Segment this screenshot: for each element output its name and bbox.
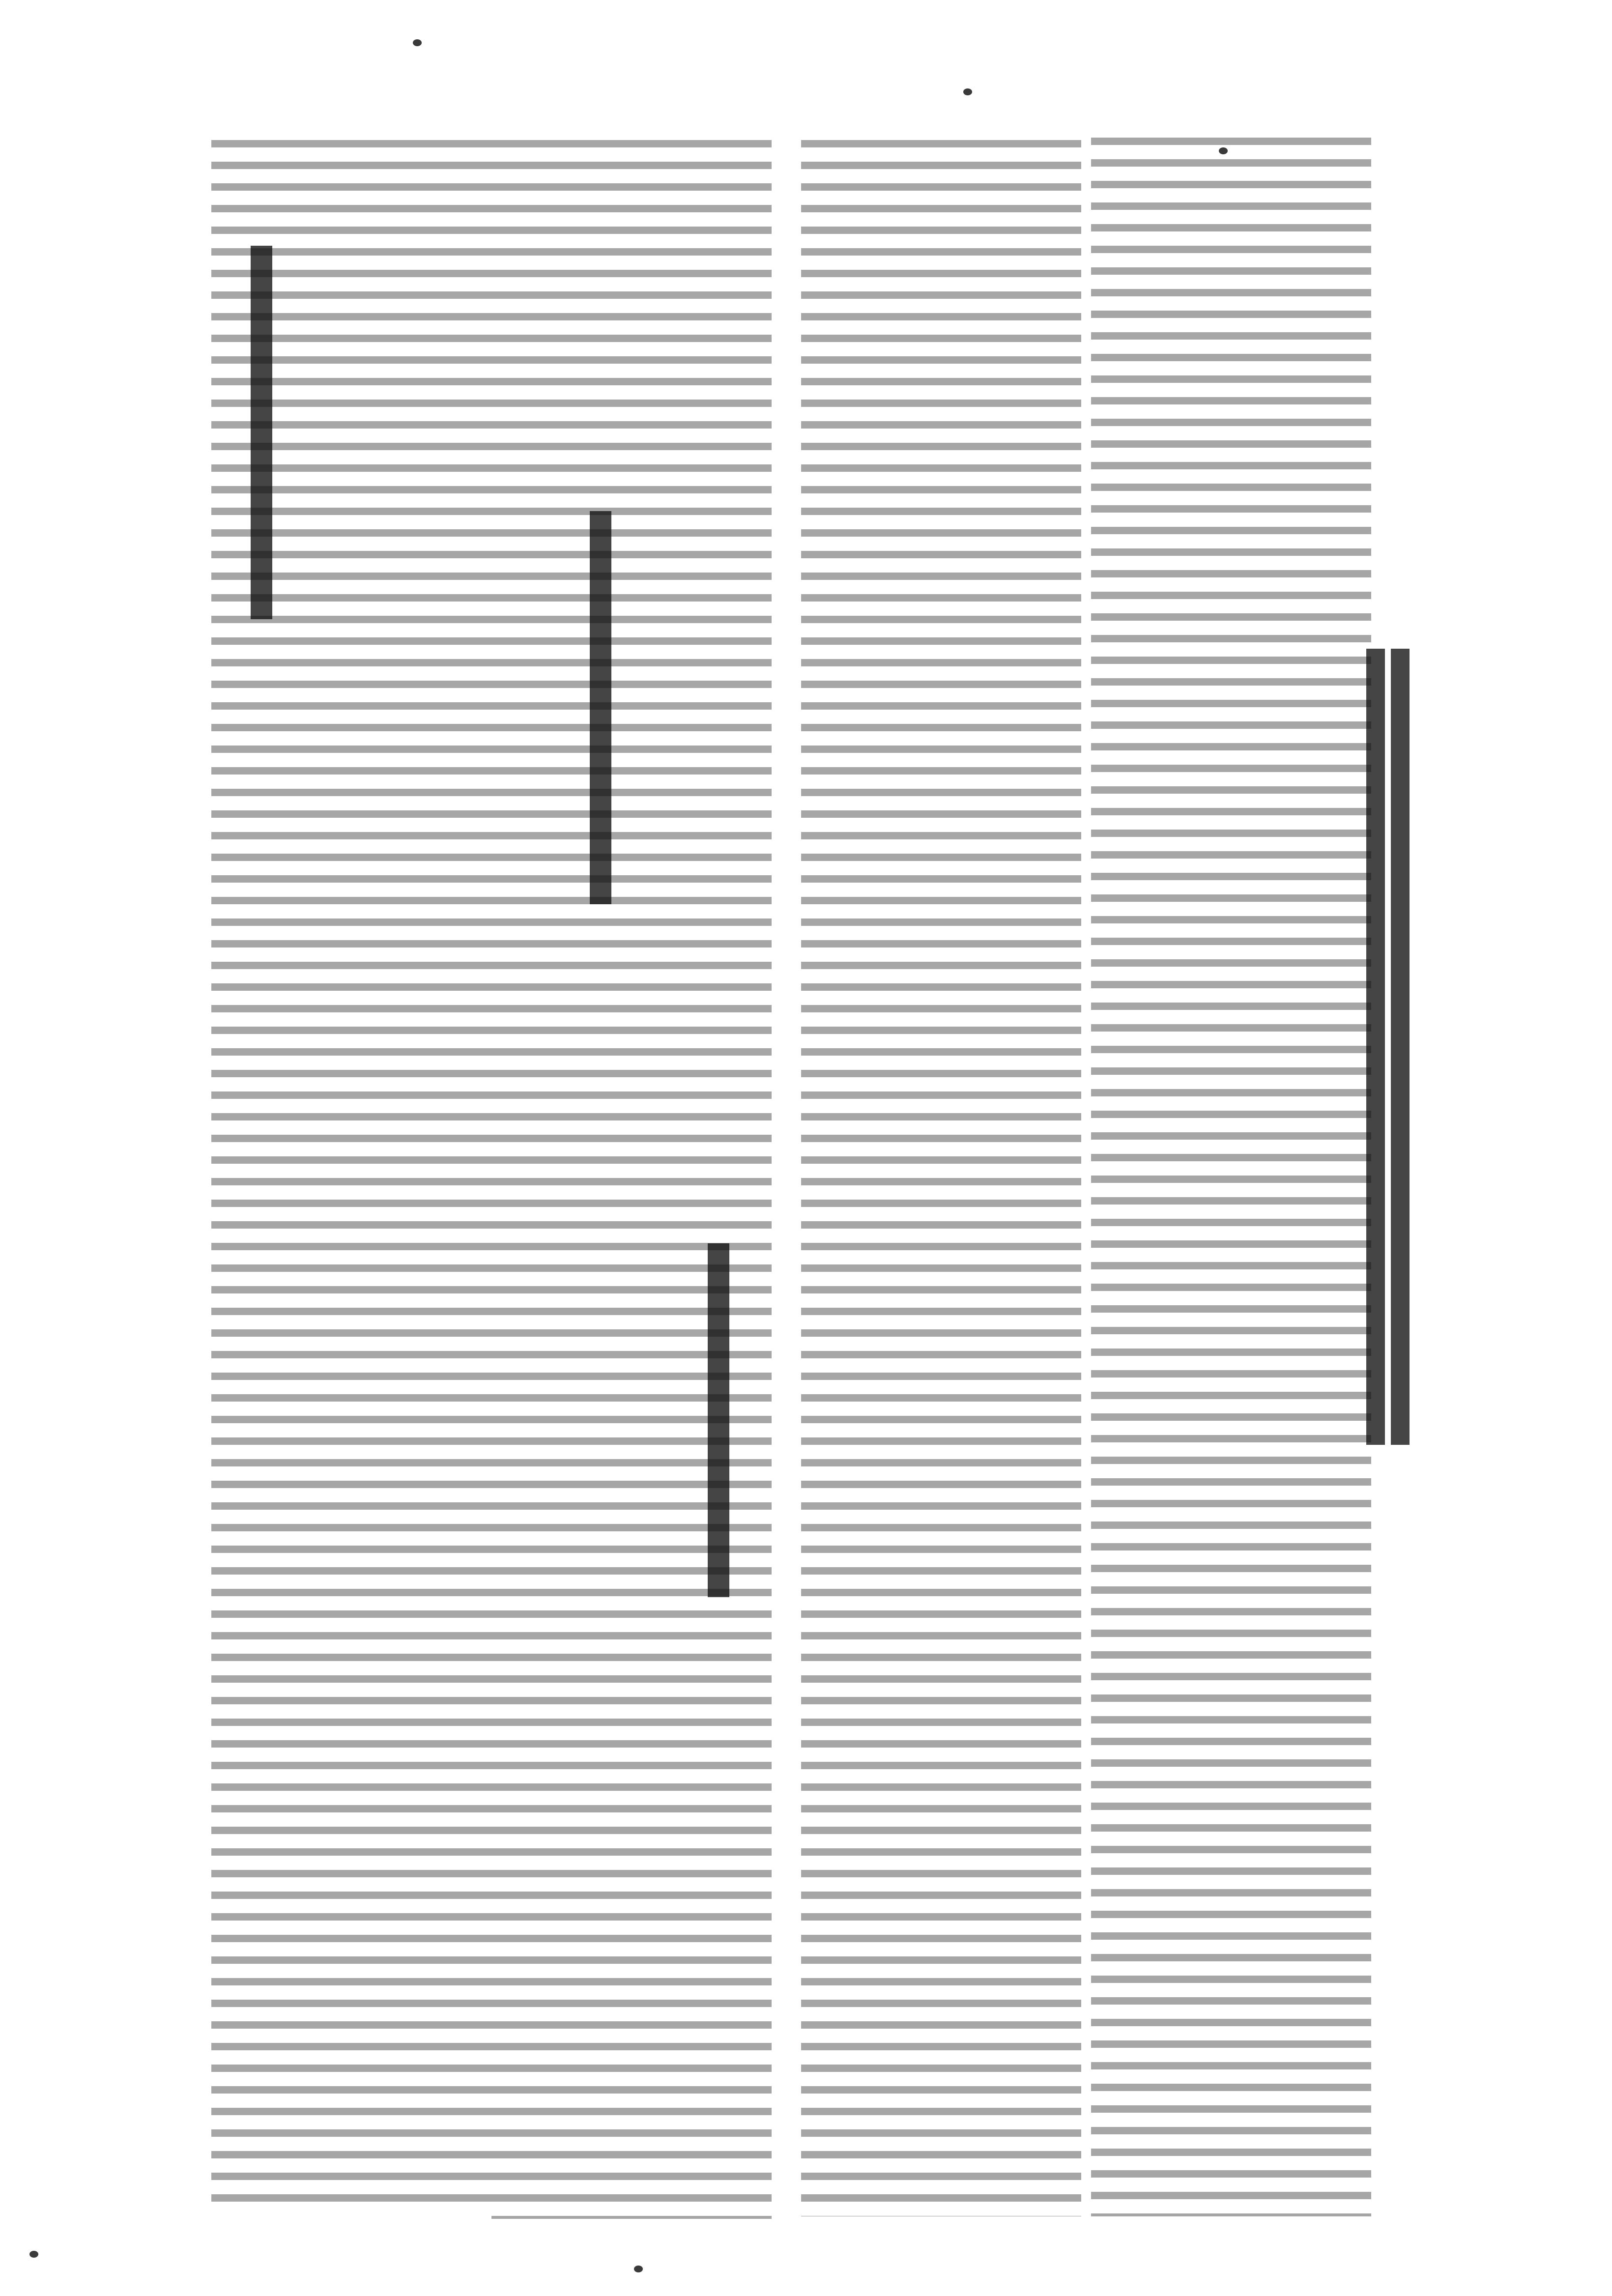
scan-speck bbox=[634, 2266, 643, 2272]
scan-speck bbox=[29, 2251, 38, 2258]
crosshead-2 bbox=[590, 511, 611, 904]
scan-speck bbox=[963, 88, 972, 95]
article-column-2 bbox=[801, 140, 1081, 2216]
scan-speck bbox=[1219, 147, 1228, 154]
article-column-3 bbox=[491, 140, 772, 2219]
lead-paragraph-line-1 bbox=[1391, 649, 1410, 1445]
crosshead-3 bbox=[251, 246, 272, 619]
crosshead-1 bbox=[708, 1243, 729, 1597]
lead-paragraph-line-2 bbox=[1366, 649, 1385, 1445]
scan-speck bbox=[413, 39, 422, 46]
article-column-1 bbox=[1091, 138, 1371, 2216]
